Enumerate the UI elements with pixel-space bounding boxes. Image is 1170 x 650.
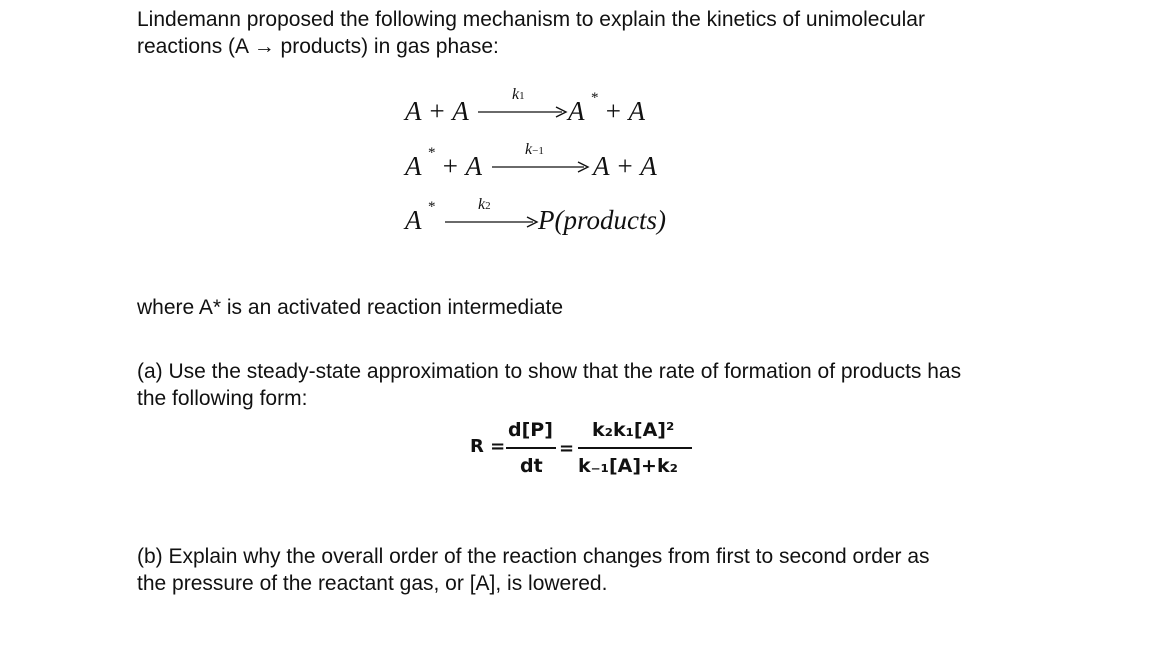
step3-arrow [445, 196, 541, 236]
intro-line-1: Lindemann proposed the following mechanism to explain the kinetics of unimolecular [137, 8, 925, 31]
step2-product: A + A [593, 151, 657, 181]
part-a-line-2: the following form: [137, 387, 308, 410]
step3-rate-constant [478, 196, 491, 214]
step1-product-tail: + A [604, 96, 645, 126]
step1-rate-constant [512, 86, 525, 104]
part-a-line-1: (a) Use the steady-state approximation to show that the rate of formation of products has [137, 360, 962, 383]
intro-paragraph [137, 6, 1037, 60]
intro-line-2: reactions (A → products) in gas phase: [137, 35, 499, 58]
step2-k-subscript: −1 [532, 145, 544, 157]
derivative-numerator: d[P] [508, 419, 553, 441]
rate-numerator: k₂k₁[A]² [592, 419, 675, 441]
rate-fraction-bar [578, 447, 692, 449]
step2-reactant-a: A [405, 151, 422, 181]
step3-product: P(products) [538, 205, 666, 235]
intermediate-note: where A* is an activated reaction intermediate [137, 296, 564, 319]
step2-star: * [428, 145, 436, 161]
derivative-fraction-bar [506, 447, 556, 449]
second-equals: = [559, 438, 575, 459]
step2-k: k [525, 141, 533, 158]
step3-k-subscript: 2 [485, 200, 491, 212]
part-b-line-2: the pressure of the reactant gas, or [A], is lowered. [137, 572, 608, 595]
step3-k: k [478, 196, 486, 213]
derivative-denominator: dt [520, 455, 543, 477]
step1-product-a: A [568, 96, 585, 126]
step1-k: k [512, 86, 520, 103]
rate-lhs: R = [470, 436, 506, 457]
step3-reactant: A [405, 205, 422, 235]
step2-rate-constant [525, 141, 544, 159]
step2-reactant-tail: + A [441, 151, 482, 181]
part-b-line-1: (b) Explain why the overall order of the reaction changes from first to second order as [137, 545, 930, 568]
step1-reactants: A + A [405, 96, 469, 126]
part-a-question [137, 358, 1037, 412]
part-b-question [137, 543, 1037, 597]
step1-star: * [591, 90, 599, 106]
rate-denominator: k₋₁[A]+k₂ [578, 455, 678, 477]
step3-star: * [428, 199, 436, 215]
step1-k-subscript: 1 [519, 90, 525, 102]
